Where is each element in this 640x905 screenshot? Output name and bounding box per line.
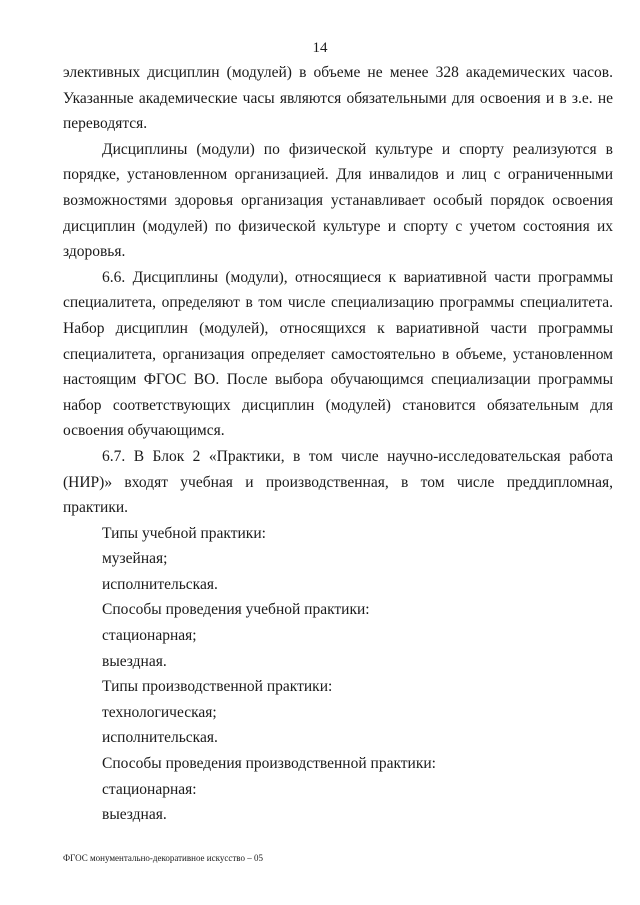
document-body: [63, 60, 613, 828]
list-item: исполнительская.: [102, 575, 218, 593]
list-item: выездная.: [102, 652, 167, 670]
list-item: стационарная:: [102, 780, 197, 798]
list-item: Способы проведения производственной практики:: [102, 755, 436, 773]
paragraph-6-6: 6.6. Дисциплины (модули), относящиеся к вариативной части программы специалитета, определяют в том числе специализацию программы специалитета. Набор дисциплин (модулей), относящихся к вариативной части программы специалитета, организация определяет самостоятельно в объеме, установленном настоящим ФГОС ВО. После выбора обучающимся специализации программы набор соответствующих дисциплин (модулей) становится обязательным для освоения обучающимся.: [63, 268, 613, 440]
paragraph-physical-culture: Дисциплины (модули) по физической культуре и спорту реализуются в порядке, установленном организацией. Для инвалидов и лиц с ограниченными возможностями здоровья организация устанавливает особый порядок освоения дисциплин (модулей) по физической культуре и спорту с учетом состояния их здоровья.: [63, 140, 613, 261]
list-item: Способы проведения учебной практики:: [102, 601, 370, 619]
list-item: исполнительская.: [102, 729, 218, 747]
list-item: технологическая;: [102, 703, 217, 721]
list-item: стационарная;: [102, 627, 197, 645]
page-number: 14: [312, 40, 328, 56]
list-item: музейная;: [102, 550, 168, 568]
page-footer: ФГОС монументально-декоративное искусство – 05: [63, 853, 263, 863]
list-item: Типы производственной практики:: [102, 678, 333, 696]
paragraph-6-7: 6.7. В Блок 2 «Практики, в том числе научно-исследовательская работа (НИР)» входят учебная и производственная, в том числе преддипломная, практики.: [63, 447, 613, 517]
list-item: выездная.: [102, 806, 167, 824]
list-item: Типы учебной практики:: [102, 524, 266, 542]
paragraph-continuation: элективных дисциплин (модулей) в объеме не менее 328 академических часов. Указанные академические часы являются обязательными для освоения и в з.е. не переводятся.: [63, 64, 613, 133]
